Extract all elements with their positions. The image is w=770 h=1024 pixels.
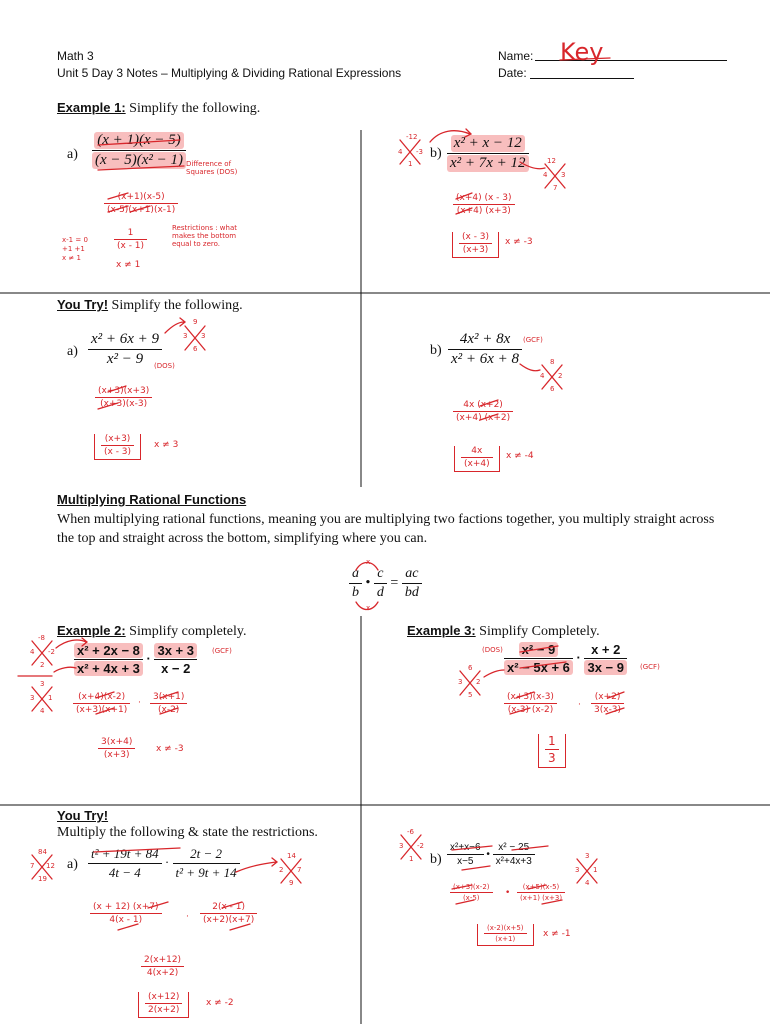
yt2a-work-dot: ·: [186, 912, 189, 922]
you-try2-label: You Try!: [57, 808, 109, 823]
yt1b-work: $\frac{4x (x+2)}{(x+4) (x+2)}$: [453, 400, 513, 423]
ex2-note: (GCF): [212, 647, 232, 655]
arrow-icon: [165, 318, 185, 333]
ex3-work-left: $\frac{(x+3)(x-3)}{(x-3) (x-2)}$: [504, 692, 557, 715]
ex1b-restriction: x ≠ -3: [505, 237, 533, 247]
yt1b-result: $\frac{4x}{(x+4)}$: [454, 446, 500, 472]
ex3-expression: $\frac{\text{x² − 9}}{\text{x² − 5x + 6}}$ · $\frac{x + 2}{3x - 9}$: [504, 642, 627, 675]
yt2a-work-right: $\frac{2(x - 1)}{(x+2)(x+7)}$: [200, 902, 257, 925]
yt2a-result: $\frac{(x+12)}{2(x+2)}$: [138, 992, 189, 1018]
ex2-work-left: $\frac{(x+4)(x-2)}{(x+3)(x+1)}$: [73, 692, 130, 715]
ex1a-restriction: x ≠ 1: [116, 260, 141, 270]
ex2-expression: $\frac{\text{x² + 2x − 8}}{\text{x² + 4x + 3}}$ · $\frac{3x + 3}{x - 2}$: [74, 643, 197, 676]
yt2b-work-left: $\frac{(x+3)(x-2)}{(x-5)}$: [450, 883, 493, 902]
ex1b-expression: $\frac{\text{x² + x − 12}}{\text{x² + 7x + 12}}$: [447, 135, 529, 172]
example2-heading: Example 2: Simplify completely.: [57, 623, 247, 639]
example1-heading: Example 1: Simplify the following.: [57, 100, 261, 116]
arrow-icon: [430, 129, 471, 142]
formula-arrow-top: [356, 563, 378, 571]
ex1b-factor-x-left: -12 4 -3 1: [398, 133, 423, 168]
ex2-factor-x-top: -8 4 -2 2: [30, 634, 55, 669]
ex3-gcf-note: (GCF): [640, 663, 660, 671]
multiplying-formula: $\frac{a}{b}$ • $\frac{c}{d}$ = $\frac{ac}{bd}$: [349, 566, 422, 601]
date-label: Date:: [498, 66, 527, 80]
yt2a-restriction: x ≠ -2: [206, 998, 234, 1008]
arrow-icon: [520, 364, 540, 371]
ex3-work-dot: ·: [578, 700, 581, 710]
ex1a-work: $\frac{(x+1)(x-5)}{(x-5)(x+1)(x-1)}$: [104, 192, 178, 215]
ex1a-expression: $\frac{(x + 1)(x - 5)}{\text{(x − 5)(x² − 1)}}$: [92, 132, 186, 169]
name-value: Key: [560, 38, 604, 66]
ex2-result: $\frac{3(x+4)}{(x+3)}$: [98, 737, 135, 760]
ex1b-letter: b): [430, 146, 442, 161]
yt2a-work-left: $\frac{(x + 12) (x+7)}{4(x - 1)}$: [90, 902, 162, 925]
ex3-work-right: $\frac{(x+2)}{3(x-3)}$: [591, 692, 624, 715]
unit-title: Unit 5 Day 3 Notes – Multiplying & Dividing Rational Expressions: [57, 66, 402, 80]
yt2a-letter: a): [67, 857, 78, 872]
factor-x-strokes: [32, 140, 597, 883]
you-try1-heading: You Try! Simplify the following.: [57, 297, 243, 313]
ex1a-letter: a): [67, 147, 78, 162]
yt1b-restriction: x ≠ -4: [506, 451, 534, 461]
yt1a-letter: a): [67, 344, 78, 359]
formula-arrow-label-bottom: x: [366, 604, 371, 612]
yt2a-factor-x-left: 84 7 12 19: [30, 848, 55, 883]
yt1a-expression: $\frac{\text{x² + 6x + 9}}{\text{x² − 9}}$: [88, 331, 162, 368]
course-title: Math 3: [57, 49, 94, 63]
ex2-work-right: $\frac{3(x+1)}{(x-2)}$: [150, 692, 187, 715]
ex3-dos-note: (DOS): [482, 646, 503, 654]
ex3-factor-x: 6 3 2 5: [458, 664, 481, 699]
yt1b-letter: b): [430, 343, 442, 358]
arrow-icon: [520, 162, 545, 169]
yt2b-letter: b): [430, 852, 442, 867]
formula-arrow-label-top: x: [366, 558, 371, 566]
arrow-icon: [484, 670, 504, 677]
yt2a-mid: $\frac{2(x+12)}{4(x+2)}$: [141, 955, 184, 978]
you-try2-instruction: Multiply the following & state the restrictions.: [57, 825, 318, 840]
yt2b-restriction: x ≠ -1: [543, 929, 571, 939]
yt1a-work: $\frac{(x+3)(x+3)}{(x+3)(x-3)}$: [95, 386, 152, 409]
yt2b-work-right: $\frac{(x+5)(x-5)}{(x+1) (x+3)}$: [517, 883, 565, 902]
yt1a-factor-x: 9 3 3 6: [183, 318, 206, 353]
yt2b-factor-x-right: 3 3 1 4: [575, 852, 598, 887]
yt1b-expression: $\frac{\text{4x² + 8x}}{\text{x² + 6x + 8}}$: [448, 331, 522, 368]
ex2-factor-x-bottom: 3 3 1 4: [30, 680, 53, 715]
ex1a-result: $\frac{1}{(x - 1)}$: [114, 228, 147, 251]
yt2b-expression: $\frac{\text{x²+x−6}}{x-5}$ • $\frac{\text{x² − 25}}{\text{x²+4x+3}}$: [447, 842, 535, 867]
yt2b-factor-x-left: -6 3 -2 1: [399, 828, 424, 863]
formula-arrow-bottom: [356, 602, 378, 610]
yt1a-result: $\frac{(x+3)}{(x - 3)}$: [94, 434, 141, 460]
ex1a-dos-note: Difference of Squares (DOS): [186, 160, 238, 176]
multiplying-title: Multiplying Rational Functions: [57, 492, 247, 507]
ex1a-restriction-note: Restrictions : what makes the bottom equal to zero.: [172, 224, 237, 248]
arrow-icon: [236, 858, 277, 872]
yt2b-result: $\frac{(x-2)(x+5)}{(x+1)}$: [477, 924, 534, 946]
ex3-result: $\frac{1}{3}$: [538, 734, 566, 768]
ex2-work-dot: ·: [138, 698, 141, 708]
yt2a-expression: $\frac{\text{t² + 19t + 84}}{4t - 4}$ · $\frac{2t - 2}{\text{t² + 9t + 14}}$: [88, 846, 240, 881]
yt1b-factor-x: 8 4 2 6: [540, 358, 563, 393]
ex1b-result: $\frac{(x - 3)}{(x+3)}$: [452, 232, 499, 258]
ex1b-work: $\frac{(x+4) (x - 3)}{(x+4) (x+3)}$: [453, 193, 515, 216]
example3-heading: Example 3: Simplify Completely.: [407, 623, 600, 639]
arrow-icon: [56, 638, 87, 648]
arrow-icon: [18, 667, 76, 676]
ex1b-factor-x-right: 12 4 3 7: [543, 157, 566, 192]
yt1b-note: (GCF): [523, 336, 543, 344]
multiplying-text: When multiplying rational functions, meaning you are multiplying two factions together, you multiply straight across the top and straight across the bottom, simplifying where you can.: [57, 512, 715, 546]
ex2-restriction: x ≠ -3: [156, 744, 184, 754]
yt2b-work-dot: •: [505, 888, 511, 898]
name-label: Name:: [498, 49, 534, 63]
ex1a-side-work: x-1 = 0 +1 +1 x ≠ 1: [62, 236, 88, 262]
yt1a-restriction: x ≠ 3: [154, 440, 179, 450]
yt2a-factor-x-right: 14 2 7 9: [279, 852, 302, 887]
yt1a-note: (DOS): [154, 362, 175, 370]
